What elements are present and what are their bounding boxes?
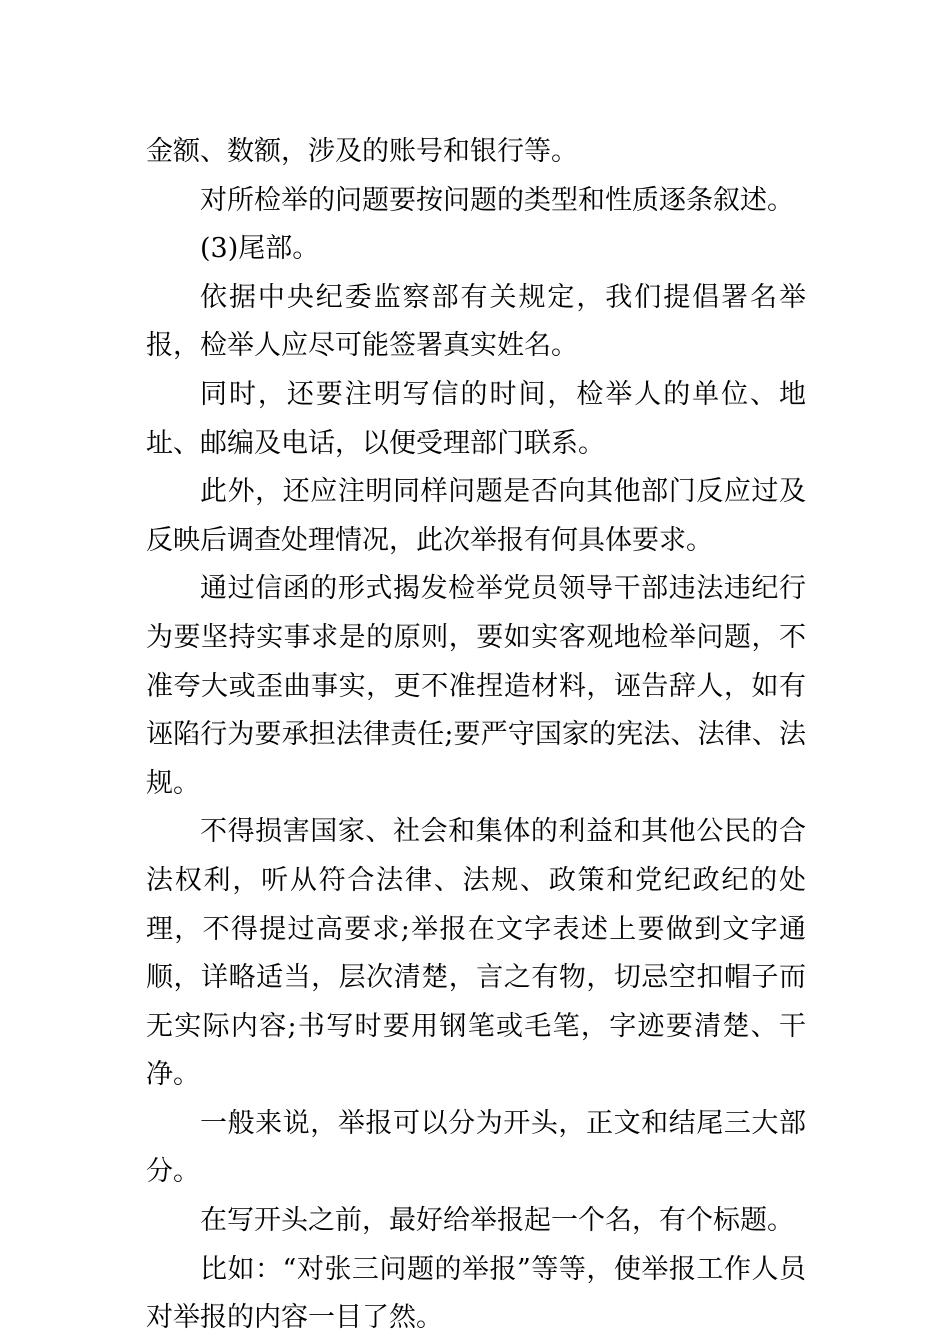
paragraph: 金额、数额，涉及的账号和银行等。 — [146, 136, 578, 167]
paragraph: 对所检举的问题要按问题的类型和性质逐条叙述。 — [200, 184, 794, 216]
paragraph: 在写开头之前，最好给举报起一个名，有个标题。 — [200, 1205, 794, 1237]
paragraph: 通过信函的形式揭发检举党员领导干部违法违纪行为要坚持实事求是的原则，要如实客观地检举问题，不准夸大或歪曲事实，更不准捏造材料，诬告辞人，如有诬陷行为要承担法律责任;要严守国家的宪法、法律、法规。 — [146, 573, 806, 799]
paragraph: 一般来说，举报可以分为开头，正文和结尾三大部分。 — [146, 1107, 806, 1188]
paragraph: 同时，还要注明写信的时间，检举人的单位、地址、邮编及电话，以便受理部门联系。 — [146, 378, 806, 459]
paragraph: 比如：“对张三问题的举报”等等，使举报工作人员对举报的内容一目了然。 — [146, 1253, 806, 1334]
document-body — [146, 128, 806, 1343]
paragraph: 此外，还应注明同样问题是否向其他部门反应过及反映后调查处理情况，此次举报有何具体要求。 — [146, 476, 806, 556]
paragraph: 依据中央纪委监察部有关规定，我们提倡署名举报，检举人应尽可能签署真实姓名。 — [146, 281, 806, 362]
paragraph: 不得损害国家、社会和集体的利益和其他公民的合法权利，听从符合法律、法规、政策和党纪政纪的处理，不得提过高要求;举报在文字表述上要做到文字通顺，详略适当，层次清楚，言之有物，切忌空扣帽子而无实际内容;书写时要用钢笔或毛笔，字迹要清楚、干净。 — [146, 816, 806, 1091]
paragraph: (3)尾部。 — [200, 233, 320, 265]
